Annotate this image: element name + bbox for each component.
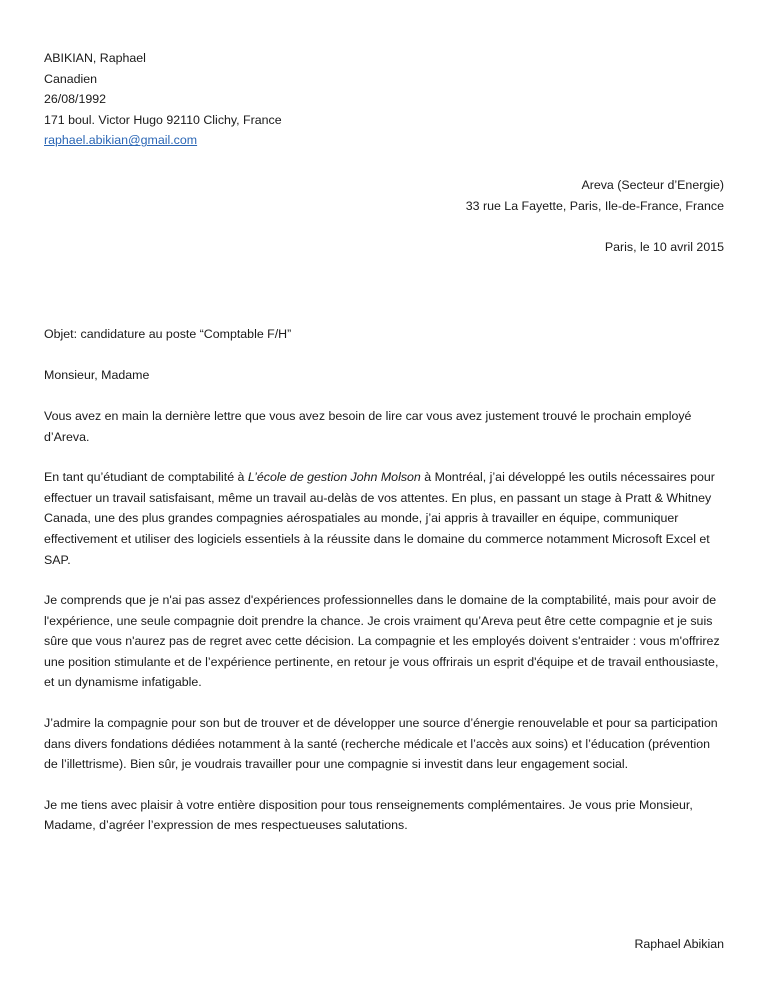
paragraph-2-part-1: En tant qu’étudiant de comptabilité à — [44, 470, 248, 485]
sender-name: ABIKIAN, Raphael — [44, 51, 146, 65]
paragraph-4: J’admire la compagnie pour son but de trouver et de développer une source d’énergie renouvelable et pour sa participation dans divers fondations dédiées notamment à la santé (recherche médicale et l’accès aux soins) et l’éducation (prévention de l’illettrisme). Bien sûr, je voudrais travailler pour une compagnie si investit dans leur engagement social. — [44, 716, 718, 772]
sender-email-line — [44, 130, 724, 151]
letter-paragraphs — [44, 406, 724, 836]
paragraph-2-part-2: à Montréal, j’ai développé les outils nécessaires pour effectuer un travail satisfaisant, même un travail au-delàs de vos attentes. En plus, en passant un stage à Pratt & Whitney Canada, une des plus grandes compagnies aérospatiales au monde, j’ai appris à travailler en équipe, communiquer effectivement et utiliser des logiciels essentiels à la réussite dans le domaine du commerce notamment Microsoft Excel et SAP. — [44, 470, 715, 567]
recipient-company: Areva (Secteur d’Energie) — [581, 177, 724, 192]
paragraph-5: Je me tiens avec plaisir à votre entière disposition pour tous renseignements complémentaires. Je vous prie Monsieur, Madame, d’agréer l’expression de mes respectueuses salutations. — [44, 797, 693, 833]
signature-name: Raphael Abikian — [634, 937, 724, 952]
sender-address: 171 boul. Victor Hugo 92110 Clichy, France — [44, 112, 282, 127]
sender-block — [44, 48, 724, 151]
recipient-block — [44, 175, 724, 216]
sender-nationality: Canadien — [44, 71, 98, 86]
sender-birthdate: 26/08/1992 — [44, 92, 107, 107]
sender-email-link[interactable]: raphael.abikian@gmail.com — [44, 133, 198, 148]
letter-salutation: Monsieur, Madame — [44, 368, 150, 383]
paragraph-2 — [44, 467, 724, 570]
letter-subject: Objet: candidature au poste “Comptable F/H” — [44, 326, 292, 341]
school-name-emphasis: L’école de gestion John Molson — [247, 470, 421, 485]
letter-body — [44, 48, 724, 955]
paragraph-1: Vous avez en main la dernière lettre que vous avez besoin de lire car vous avez justement trouvé le prochain employé d’Areva. — [44, 408, 692, 444]
letter-date: Paris, le 10 avril 2015 — [604, 240, 724, 255]
recipient-address: 33 rue La Fayette, Paris, Ile-de-France, France — [465, 198, 724, 213]
paragraph-3: Je comprends que je n'ai pas assez d'expériences professionnelles dans le domaine de la comptabilité, mais pour avoir de l'expérience, une seule compagnie doit prendre la chance. Je crois vraiment qu’Areva peut être cette compagnie et je suis sûre que vous n'aurez pas de regret avec cette décision. La compagnie et les employés doivent s'entraider : vous m'offrirez une position stimulante et de l’expérience pertinente, en retour je vous offrirais un esprit d'équipe et de travail enthousiaste, et un dynamisme infatigable. — [44, 593, 720, 690]
